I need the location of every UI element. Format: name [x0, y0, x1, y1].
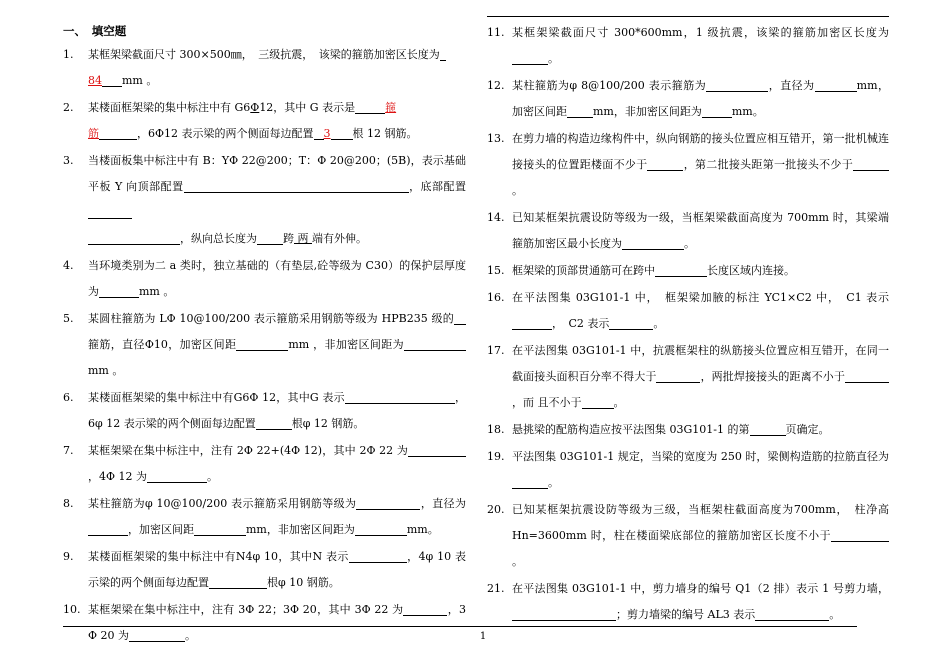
question-text: 某楼面框架梁的集中标注中有 G6 — [88, 101, 251, 114]
question-item — [63, 95, 466, 147]
question-number: 21. — [487, 582, 505, 595]
question-text: ，底部配置 — [408, 180, 466, 193]
question-number: 5. — [63, 312, 74, 325]
answer-blank[interactable] — [454, 311, 466, 325]
question-text: mm。 — [731, 105, 764, 118]
question-number: 19. — [487, 450, 505, 463]
left-column — [63, 20, 466, 650]
question-number: 17. — [487, 344, 505, 357]
answer-blank[interactable] — [314, 126, 324, 140]
page-number: 1 — [479, 631, 487, 642]
answer-blank[interactable] — [567, 104, 593, 118]
answer-blank[interactable] — [408, 443, 466, 457]
answer-blank[interactable] — [184, 179, 409, 193]
question-item — [487, 126, 889, 204]
question-number: 4. — [63, 259, 74, 272]
question-number: 9. — [63, 550, 74, 563]
question-text: 。 — [684, 237, 695, 250]
answer-blank[interactable] — [512, 316, 552, 330]
answer-blank[interactable] — [129, 628, 185, 642]
question-text: 。 — [653, 317, 665, 330]
answer-blank[interactable] — [345, 390, 455, 404]
question-text: 某柱箍筋为φ 10@100/200 表示箍筋采用钢筋等级为 — [88, 497, 357, 510]
answer-blank[interactable] — [831, 528, 889, 542]
question-text: mm。 — [406, 523, 439, 536]
question-item — [487, 576, 889, 628]
answer-blank[interactable] — [656, 369, 700, 383]
answer-blank[interactable] — [349, 549, 407, 563]
filled-answer: 筋 — [88, 127, 99, 140]
answer-blank[interactable] — [404, 337, 466, 351]
answer-blank[interactable] — [88, 205, 132, 219]
question-number: 20. — [487, 503, 505, 516]
question-text: 箍筋，直径Φ10，加密区间距 — [88, 338, 237, 351]
question-item — [63, 597, 466, 649]
question-item — [63, 253, 466, 305]
question-item — [487, 258, 889, 284]
answer-blank[interactable] — [706, 78, 768, 92]
question-text: 平法图集 03G101-1 规定，当梁的宽度为 250 时，梁侧构造筋的拉筋直径为 — [512, 450, 889, 463]
question-text: 当楼面板集中标注中有 B：YΦ 22@200；T：Φ 20@200；(5B)，表示基础平板 Y 向顶部配置 — [88, 154, 466, 193]
answer-blank[interactable] — [622, 236, 684, 250]
question-text: ，直径为 — [420, 497, 467, 510]
question-item — [487, 497, 889, 575]
question-text: 。 — [512, 184, 523, 197]
question-text: ，直径为 — [768, 79, 815, 92]
question-number: 1. — [63, 48, 74, 61]
question-text: ，4Φ 12 为 — [88, 470, 148, 483]
underlined-text: 两 — [294, 232, 312, 245]
left-question-list — [63, 42, 466, 649]
question-text: ，3 Φ 20 为 — [88, 603, 466, 642]
question-text: 某楼面框架梁的集中标注中有G6Φ 12，其中G 表示 — [88, 391, 345, 404]
question-text: 框架梁的顶部贯通筋可在跨中 — [512, 264, 655, 277]
answer-blank[interactable] — [209, 575, 267, 589]
question-item — [487, 285, 889, 337]
question-text: ，6Φ12 表示梁的两个侧面每边配置 — [137, 127, 314, 140]
question-text: mm，非加密区间距为 — [593, 105, 702, 118]
question-item — [487, 417, 889, 443]
answer-blank[interactable] — [236, 337, 288, 351]
question-number: 18. — [487, 423, 505, 436]
answer-blank[interactable] — [88, 231, 180, 245]
question-text: 。 — [548, 52, 559, 65]
question-item — [63, 438, 466, 490]
question-text: mm，非加密区间距为 — [246, 523, 355, 536]
question-number: 13. — [487, 132, 505, 145]
question-text: ；剪力墙梁的编号 AL3 表示 — [616, 608, 756, 621]
question-text: 已知某框架抗震设防等级为一级，当框架梁截面高度为 700mm 时，其梁端箍筋加密区最小长度为 — [512, 211, 889, 250]
question-number: 3. — [63, 154, 74, 167]
answer-blank[interactable] — [512, 607, 616, 621]
answer-blank[interactable] — [853, 157, 889, 171]
question-text: 某圆柱箍筋为 LΦ 10@100/200 表示箍筋采用钢筋等级为 HPB235 级的 — [88, 312, 454, 325]
question-text: 某框架梁截面尺寸 300*600mm，1 级抗震，该梁的箍筋加密区长度为 — [512, 26, 889, 39]
question-item — [63, 385, 466, 437]
question-text: 端有外伸。 — [312, 232, 367, 245]
question-text: 。 — [829, 608, 841, 621]
answer-blank[interactable] — [147, 469, 207, 483]
answer-blank[interactable] — [750, 422, 786, 436]
answer-blank[interactable] — [582, 395, 614, 409]
question-text: 跨 — [283, 232, 294, 245]
answer-blank[interactable] — [512, 475, 548, 489]
answer-blank[interactable] — [702, 104, 732, 118]
question-item — [487, 20, 889, 72]
answer-blank[interactable] — [609, 316, 653, 330]
question-item — [487, 205, 889, 257]
answer-blank[interactable] — [815, 78, 857, 92]
question-text: mm，加密区间距 — [512, 79, 890, 118]
question-text: 在剪力墙的构造边缘构件中，纵向钢筋的接头位置应相互错开，第一批机械连接接头的位置距楼面不少于 — [512, 132, 889, 171]
question-text: 页确定。 — [785, 423, 830, 436]
question-text: ，6φ 12 表示梁的两个侧面每边配置 — [88, 391, 466, 430]
question-item — [63, 491, 466, 543]
answer-blank[interactable] — [655, 263, 707, 277]
question-text: ，纵向总长度为 — [180, 232, 257, 245]
question-text: ，而 且不小于 — [512, 396, 582, 409]
underlined-text: Φ — [250, 101, 260, 114]
question-item — [63, 148, 466, 252]
answer-blank[interactable] — [647, 157, 683, 171]
question-text: ，加密区间距 — [128, 523, 194, 536]
question-text: mm 。 — [122, 74, 158, 87]
question-text: ，4φ 10 表示梁的两个侧面每边配置 — [88, 550, 466, 589]
question-text: mm 。 — [88, 364, 124, 377]
answer-blank[interactable] — [102, 73, 122, 87]
question-item — [487, 73, 889, 125]
answer-blank[interactable] — [845, 369, 889, 383]
question-number: 12. — [487, 79, 505, 92]
question-text: 某框架梁在集中标注中，注有 3Φ 22；3Φ 20，其中 3Φ 22 为 — [88, 603, 404, 616]
question-number: 2. — [63, 101, 74, 114]
answer-blank[interactable] — [512, 51, 548, 65]
filled-answer: 箍 — [385, 101, 397, 114]
question-text: 悬挑梁的配筋构造应按平法图集 03G101-1 的第 — [512, 423, 750, 436]
answer-blank[interactable] — [331, 126, 353, 140]
question-text: mm ，非加密区间距为 — [288, 338, 405, 351]
answer-blank[interactable] — [440, 47, 446, 61]
question-item — [487, 338, 889, 416]
answer-blank[interactable] — [356, 496, 420, 510]
question-text: 根φ 10 钢筋。 — [267, 576, 340, 589]
question-text: 某框架梁在集中标注中，注有 2Φ 22+(4Φ 12)，其中 2Φ 22 为 — [88, 444, 408, 457]
question-number: 10. — [63, 603, 81, 616]
question-text: ，第二批接头距第一批接头不少于 — [683, 158, 854, 171]
question-item — [63, 544, 466, 596]
question-item — [63, 42, 466, 94]
answer-blank[interactable] — [755, 607, 829, 621]
question-text: 。 — [207, 470, 219, 483]
right-column — [487, 20, 889, 629]
question-text: 某楼面框架梁的集中标注中有N4φ 10，其中N 表示 — [88, 550, 349, 563]
answer-blank[interactable] — [257, 231, 283, 245]
question-text: 在平法图集 03G101-1 中，抗震框架柱的纵筋接头位置应相互错开，在同一截面接头面积百分率不得大于 — [512, 344, 889, 383]
answer-blank[interactable] — [88, 522, 128, 536]
question-text: 某柱箍筋为φ 8@100/200 表示箍筋为 — [512, 79, 707, 92]
section-title: 一、 填空题 — [63, 24, 127, 38]
question-text: 12，其中 G 表示是 — [259, 101, 356, 114]
filled-answer: 84 — [88, 74, 102, 87]
right-question-list — [487, 20, 889, 628]
question-text: 。 — [512, 555, 523, 568]
answer-blank[interactable] — [99, 126, 137, 140]
question-text: 某框架梁截面尺寸 300×500㎜， 三级抗震， 该梁的箍筋加密区长度为 — [88, 48, 440, 61]
question-number: 16. — [487, 291, 505, 304]
answer-blank[interactable] — [256, 416, 292, 430]
question-number: 8. — [63, 497, 74, 510]
question-text: mm 。 — [139, 285, 175, 298]
answer-blank[interactable] — [194, 522, 246, 536]
answer-blank[interactable] — [403, 602, 447, 616]
question-text: 。 — [548, 476, 559, 489]
question-text: 。 — [185, 629, 197, 642]
question-text: 已知某框架抗震设防等级为三级，当框架柱截面高度为700mm， 柱净高 Hn=3600mm 时，柱在楼面梁底部位的箍筋加密区长度不小于 — [512, 503, 889, 542]
question-item — [487, 444, 889, 496]
answer-blank[interactable] — [99, 284, 139, 298]
question-text: ，两批焊接接头的距离不小于 — [700, 370, 846, 383]
question-number: 11. — [487, 26, 505, 39]
question-text: ， C2 表示 — [552, 317, 610, 330]
answer-blank[interactable] — [355, 522, 407, 536]
question-number: 14. — [487, 211, 505, 224]
question-text: 在平法图集 03G101-1 中，剪力墙身的编号 Q1（2 排）表示 1 号剪力墙， — [512, 582, 889, 595]
question-text: 长度区域内连接。 — [707, 264, 795, 277]
question-item — [63, 306, 466, 384]
question-text: 在平法图集 03G101-1 中， 框架梁加腋的标注 YC1×C2 中， C1 表示 — [512, 291, 889, 304]
question-number: 6. — [63, 391, 74, 404]
question-text: 当环境类别为二 a 类时，独立基础的（有垫层,砼等级为 C30）的保护层厚度为 — [88, 259, 466, 298]
question-text: 根φ 12 钢筋。 — [291, 417, 365, 430]
question-text: 。 — [613, 396, 625, 409]
top-rule — [487, 16, 889, 17]
answer-blank[interactable] — [355, 100, 385, 114]
question-number: 7. — [63, 444, 74, 457]
question-number: 15. — [487, 264, 505, 277]
question-text: 根 12 钢筋。 — [352, 127, 418, 140]
filled-answer: 3 — [323, 127, 331, 140]
